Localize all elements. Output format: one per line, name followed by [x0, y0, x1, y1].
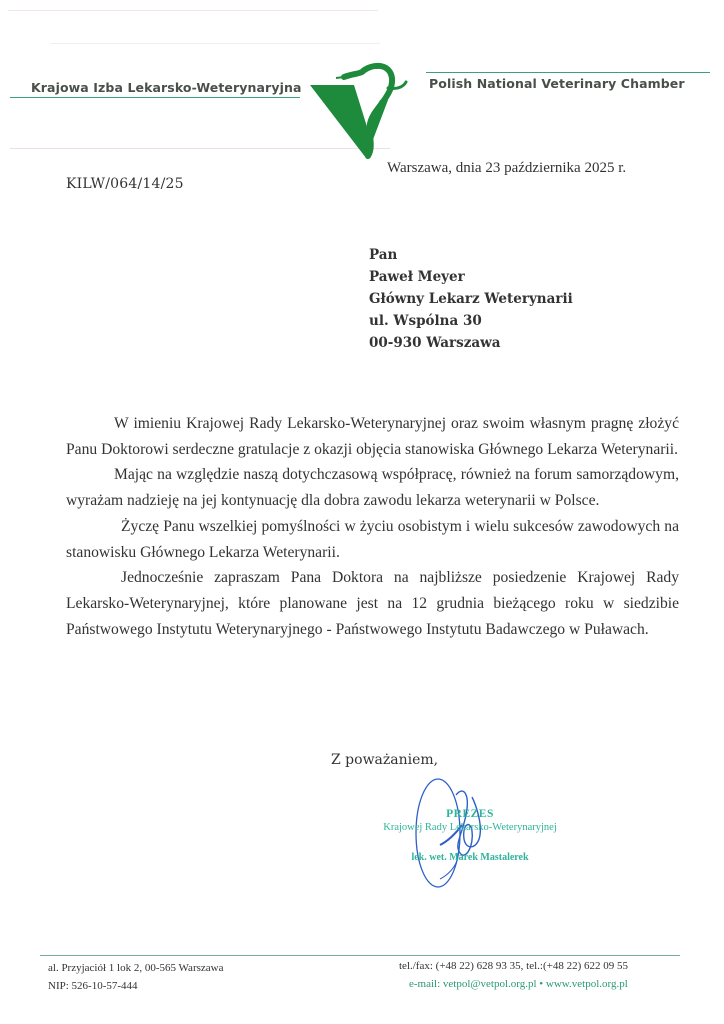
footer-rule [40, 955, 680, 956]
reference-number: KILW/064/14/25 [66, 176, 184, 192]
header-right-rule [426, 72, 710, 73]
letter-body [66, 411, 679, 642]
recipient-city: 00-930 Warszawa [369, 335, 501, 351]
veterinary-logo-icon [308, 60, 420, 160]
scan-artifact-line [50, 43, 380, 44]
footer-phones: tel./fax: (+48 22) 628 93 35, tel.:(+48 22) 622 09 55 [399, 960, 629, 972]
recipient-name: Paweł Meyer [369, 269, 465, 285]
body-paragraph: Życzę Panu wszelkiej pomyślności w życiu osobistym i wielu sukcesów zawodowych na stanowisku Głównego Lekarza Weterynarii. [66, 517, 679, 561]
footer-address: al. Przyjaciół 1 lok 2, 00-565 Warszawa [48, 962, 224, 974]
place-date: Warszawa, dnia 23 października 2025 r. [387, 160, 627, 176]
body-paragraph: Jednocześnie zapraszam Pana Doktora na najbliższe posiedzenie Krajowej Rady Lekarsko-Weterynaryjnej, które planowane jest na 12 grudnia bieżącego roku w siedzibie Państwowego Instytutu Weterynaryjnego - Państwowego Instytutu Badawczego w Puławach. [66, 569, 679, 638]
recipient-salutation: Pan [369, 247, 398, 263]
closing-phrase: Z poważaniem, [331, 752, 439, 768]
body-paragraph: W imieniu Krajowej Rady Lekarsko-Weterynaryjnej oraz swoim własnym pragnę złożyć Panu Doktorowi serdeczne gratulacje z okazji objęcia stanowiska Głównego Lekarza Weterynarii. [66, 415, 679, 458]
president-stamp [380, 808, 560, 864]
scan-artifact-line [8, 10, 378, 11]
recipient-address [369, 244, 573, 354]
stamp-organization: Krajowej Rady Lekarsko-Weterynaryjnej [383, 822, 557, 833]
footer-email-web[interactable]: e-mail: vetpol@vetpol.org.pl • www.vetpol.org.pl [409, 978, 628, 990]
org-name-pl: Krajowa Izba Lekarsko-Weterynaryjna [31, 80, 302, 95]
stamp-title: PREZES [446, 808, 494, 820]
header-left-rule [10, 97, 300, 98]
recipient-title: Główny Lekarz Weterynarii [369, 291, 573, 307]
recipient-street: ul. Wspólna 30 [369, 313, 482, 329]
org-name-en: Polish National Veterinary Chamber [429, 76, 685, 91]
body-paragraph: Mając na względzie naszą dotychczasową współpracę, również na forum samorządowym, wyrażam nadzieję na jej kontynuację dla dobra zawodu lekarza weterynarii w Polsce. [66, 466, 679, 510]
footer-nip: NIP: 526-10-57-444 [48, 980, 138, 992]
stamp-signatory-name: lek. wet. Marek Mastalerek [411, 852, 529, 863]
